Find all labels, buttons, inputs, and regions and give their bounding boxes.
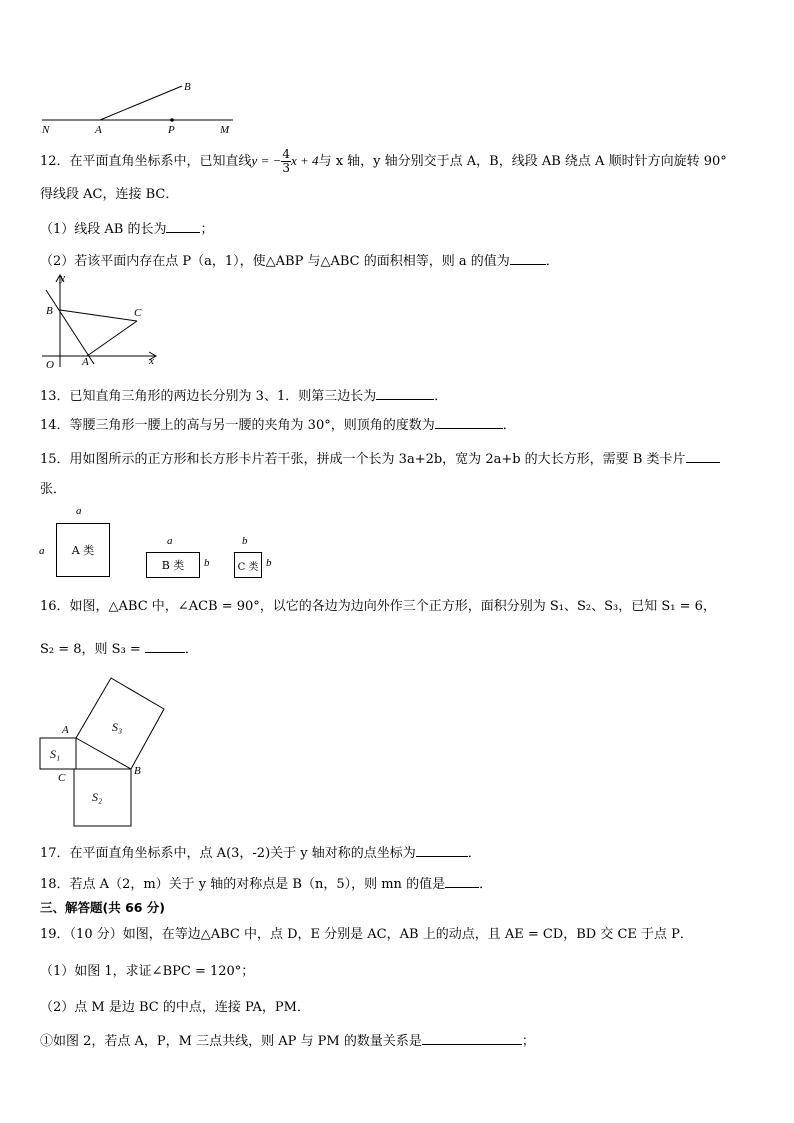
q13-end: ． (434, 389, 448, 404)
label-p: P (168, 124, 175, 136)
q19-part2: （2）点 M 是边 BC 的中点，连接 PA，PM． (40, 1000, 310, 1015)
label-a: A (95, 124, 102, 136)
q12-segment-ac (87, 321, 137, 356)
q18-line (40, 873, 492, 895)
q12-label-x: x (149, 355, 154, 367)
q13-text: 13．已知直角三角形的两边长分别为 3、1．则第三边长为 (40, 389, 377, 404)
q12-part2 (40, 250, 559, 272)
q18-text: 18．若点 A（2，m）关于 y 轴的对称点是 B（n，5），则 mn 的值是 (40, 877, 446, 892)
q15-line1 (40, 448, 720, 470)
card-a-label: A 类 (71, 544, 95, 557)
q16-label-c: C (58, 772, 66, 784)
q16-line2 (40, 638, 198, 660)
q16-blank[interactable] (145, 638, 185, 653)
q12-fraction (281, 148, 291, 175)
q15-blank[interactable] (686, 448, 720, 463)
q12-eq-y: y = − (251, 153, 282, 168)
q14-text: 14．等腰三角形一腰上的高与另一腰的夹角为 30°，则顶角的度数为 (40, 418, 435, 433)
top-line-figure (36, 76, 246, 138)
q12-eq-rest: x + 4 (291, 153, 319, 168)
q15-cards-figure (36, 505, 286, 585)
point-p-dot (170, 118, 174, 122)
q12-line2: 得线段 AC，连接 BC． (40, 187, 179, 202)
label-m: M (220, 124, 230, 136)
label-n: N (42, 124, 50, 136)
q12-part1-text: （1）线段 AB 的长为 (40, 222, 167, 237)
q16-line1: 16．如图，△ABC 中，∠ACB = 90°，以它的各边为边向外作三个正方形，面积分别为 S₁、S₂、S₃，已知 S₁ = 6， (40, 599, 716, 614)
card-b-label: B 类 (161, 559, 185, 572)
q12-part2-blank[interactable] (510, 250, 546, 265)
q12-coordinate-figure (34, 272, 164, 372)
q12-label-c: C (134, 307, 142, 319)
q12-line1 (40, 148, 727, 175)
card-a (56, 523, 110, 577)
q19-line1: 19．（10 分）如图，在等边△ABC 中，点 D，E 分别是 AC，AB 上的动点，且 AE = CD，BD 交 CE 于点 P． (40, 927, 693, 942)
square-s2 (74, 769, 131, 826)
q13-blank[interactable] (376, 385, 434, 400)
q13-line (40, 385, 447, 407)
q17-line (40, 842, 481, 864)
q16-squares-figure (36, 676, 176, 831)
q17-blank[interactable] (416, 842, 468, 857)
card-c-top-label: b (242, 535, 248, 547)
q15-text: 15．用如图所示的正方形和长方形卡片若干张，拼成一个长为 3a+2b，宽为 2a+b 的大长方形，需要 B 类卡片 (40, 452, 686, 467)
q19-part2-1 (40, 1030, 535, 1052)
q12-label-o: O (46, 359, 54, 371)
q12-part2-text: （2）若该平面内存在点 P（a，1），使△ABP 与△ABC 的面积相等，则 a 的值为 (40, 254, 510, 269)
q14-end: ． (502, 418, 516, 433)
q16-label-b: B (134, 765, 141, 777)
card-b-top-label: a (167, 535, 173, 547)
q12-part2-end: ． (545, 254, 559, 269)
card-b-side-label: b (204, 557, 210, 569)
q16-label-a: A (62, 724, 69, 736)
q18-end: ． (479, 877, 493, 892)
card-c-label: C 类 (237, 561, 259, 573)
q16-end: ． (184, 642, 198, 657)
q12-text-b: 与 x 轴，y 轴分别交于点 A，B，线段 AB 绕点 A 顺时针方向旋转 90° (318, 154, 727, 169)
q12-frac-num: 4 (282, 147, 291, 161)
q12-segment-bc (60, 310, 137, 321)
section-3-heading: 三、解答题(共 66 分) (40, 900, 166, 915)
q14-line (40, 414, 516, 436)
label-b: B (184, 81, 191, 93)
q12-line-ab (46, 290, 94, 364)
q19-part1: （1）如图 1，求证∠BPC = 120°； (40, 964, 255, 979)
q16-label-s3: S₃ (112, 720, 123, 734)
q14-blank[interactable] (435, 414, 503, 429)
q15-line2: 张． (40, 482, 67, 497)
q12-text-a: 12．在平面直角坐标系中，已知直线 (40, 154, 252, 169)
ray-ab (100, 86, 182, 120)
q18-blank[interactable] (445, 873, 479, 888)
q16-label-s2: S₂ (92, 790, 103, 804)
q12-label-a: A (82, 356, 89, 368)
q12-part1-blank[interactable] (166, 218, 200, 233)
card-a-top-label: a (76, 505, 82, 517)
q19-part2-1-blank[interactable] (422, 1030, 522, 1045)
q16-label-s1: S₁ (50, 747, 61, 761)
q12-frac-den: 3 (282, 161, 291, 175)
card-b (146, 552, 200, 578)
q17-text: 17．在平面直角坐标系中，点 A(3，-2)关于 y 轴对称的点坐标为 (40, 846, 416, 861)
q16-line2-text: S₂ = 8，则 S₃ = (40, 642, 141, 657)
card-c (234, 552, 262, 578)
q12-part1-end: ； (200, 222, 214, 237)
q17-end: ． (467, 846, 481, 861)
q19-part2-1-text: ①如图 2，若点 A，P，M 三点共线，则 AP 与 PM 的数量关系是 (40, 1034, 422, 1049)
card-c-side-label: b (266, 557, 272, 569)
q12-label-b: B (46, 305, 53, 317)
q12-part1 (40, 218, 214, 240)
q19-part2-1-end: ； (521, 1034, 535, 1049)
card-a-side-label: a (39, 545, 45, 557)
q12-label-y: y (60, 272, 65, 284)
